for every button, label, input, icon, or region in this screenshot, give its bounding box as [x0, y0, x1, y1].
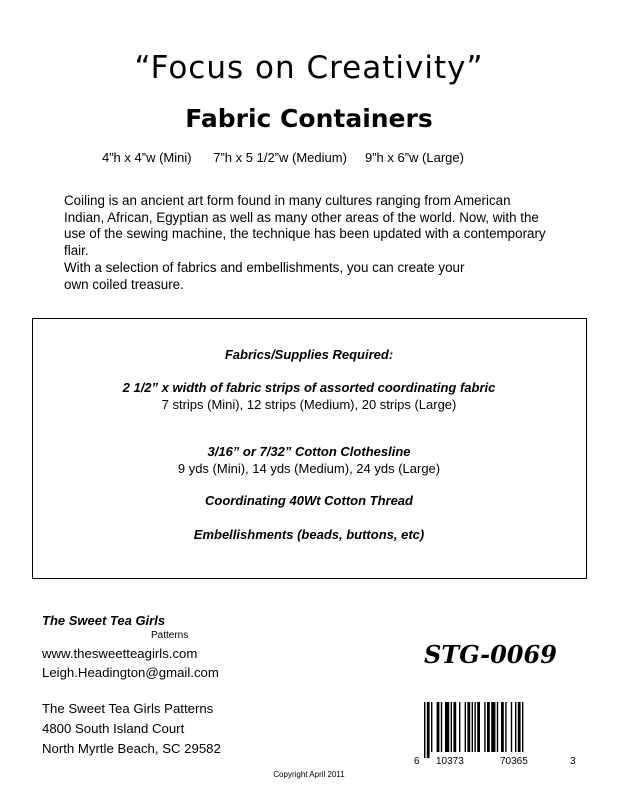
barcode-bar [501, 702, 504, 752]
barcode-bar [487, 702, 490, 752]
barcode-digits-group-1: 10373 [436, 756, 464, 767]
barcode-bar [484, 702, 485, 752]
barcode-bar [453, 702, 456, 752]
barcode-bar [437, 702, 440, 752]
brand-name: The Sweet Tea Girls [42, 613, 166, 628]
website-link[interactable]: www.thesweetteagirls.com [42, 646, 198, 661]
barcode-digit-left: 6 [414, 756, 420, 767]
size-medium: 7”h x 5 1/2”w (Medium) [213, 150, 347, 165]
barcode-bar [427, 702, 430, 758]
barcode-bar [451, 702, 452, 752]
intro-text [64, 193, 554, 293]
barcode-bar [522, 702, 523, 752]
barcode-bar [472, 702, 473, 752]
company-name: The Sweet Tea Girls Patterns [42, 701, 214, 716]
intro-paragraph: With a selection of fabrics and embellishments, you can create your own coiled treasure. [64, 259, 465, 292]
supply-fabric-strips-qty: 7 strips (Mini), 12 strips (Medium), 20 strips (Large) [161, 397, 457, 412]
barcode-bar [474, 702, 475, 752]
barcode-bar [445, 702, 449, 752]
barcode-bar [511, 702, 512, 752]
page-title: “Focus on Creativity” [134, 50, 484, 86]
supply-clothesline-qty: 9 yds (Mini), 14 yds (Medium), 24 yds (Large) [177, 461, 441, 476]
barcode-bar [459, 702, 460, 752]
barcode-bar [424, 702, 425, 758]
brand-subtitle: Patterns [151, 630, 189, 641]
supply-thread: Coordinating 40Wt Cotton Thread [205, 493, 413, 508]
email-link[interactable]: Leigh.Headington@gmail.com [42, 665, 219, 680]
copyright-notice: Copyright April 2011 [273, 770, 345, 779]
barcode-bar [431, 702, 432, 752]
street-address: 4800 South Island Court [42, 721, 185, 736]
size-large: 9”h x 6”w (Large) [364, 150, 464, 165]
barcode-digit-right: 3 [570, 756, 576, 767]
barcode-bar [518, 702, 521, 752]
barcode-digits-group-2: 70365 [500, 756, 528, 767]
barcode-bars [424, 702, 523, 758]
barcode-bar [497, 702, 498, 752]
size-mini: 4”h x 4”w (Mini) [102, 150, 192, 165]
barcode-bar [505, 702, 506, 752]
barcode-bar [515, 702, 516, 752]
size-list [102, 150, 464, 165]
city-address: North Myrtle Beach, SC 29582 [42, 741, 221, 756]
barcode-bar [441, 702, 442, 752]
barcode-bar [477, 702, 480, 752]
barcode-bar [491, 702, 495, 752]
supply-clothesline: 3/16” or 7/32” Cotton Clothesline [207, 444, 411, 459]
supplies-heading: Fabrics/Supplies Required: [224, 347, 394, 362]
product-sku: STG-0069 [424, 640, 557, 669]
intro-paragraph: Coiling is an ancient art form found in many cultures ranging from American Indian, African, Egyptian as well as many other areas of the world. Now, with the use of the sewing machine, the technique has been updated with a contemporary flair. [64, 193, 546, 259]
barcode-bar [465, 702, 466, 752]
supply-fabric-strips: 2 1/2” x width of fabric strips of assorted coordinating fabric [122, 380, 496, 395]
supply-embellishments: Embellishments (beads, buttons, etc) [193, 527, 425, 542]
barcode-bar [467, 702, 470, 752]
barcode [412, 700, 582, 768]
page-subtitle: Fabric Containers [185, 104, 433, 133]
